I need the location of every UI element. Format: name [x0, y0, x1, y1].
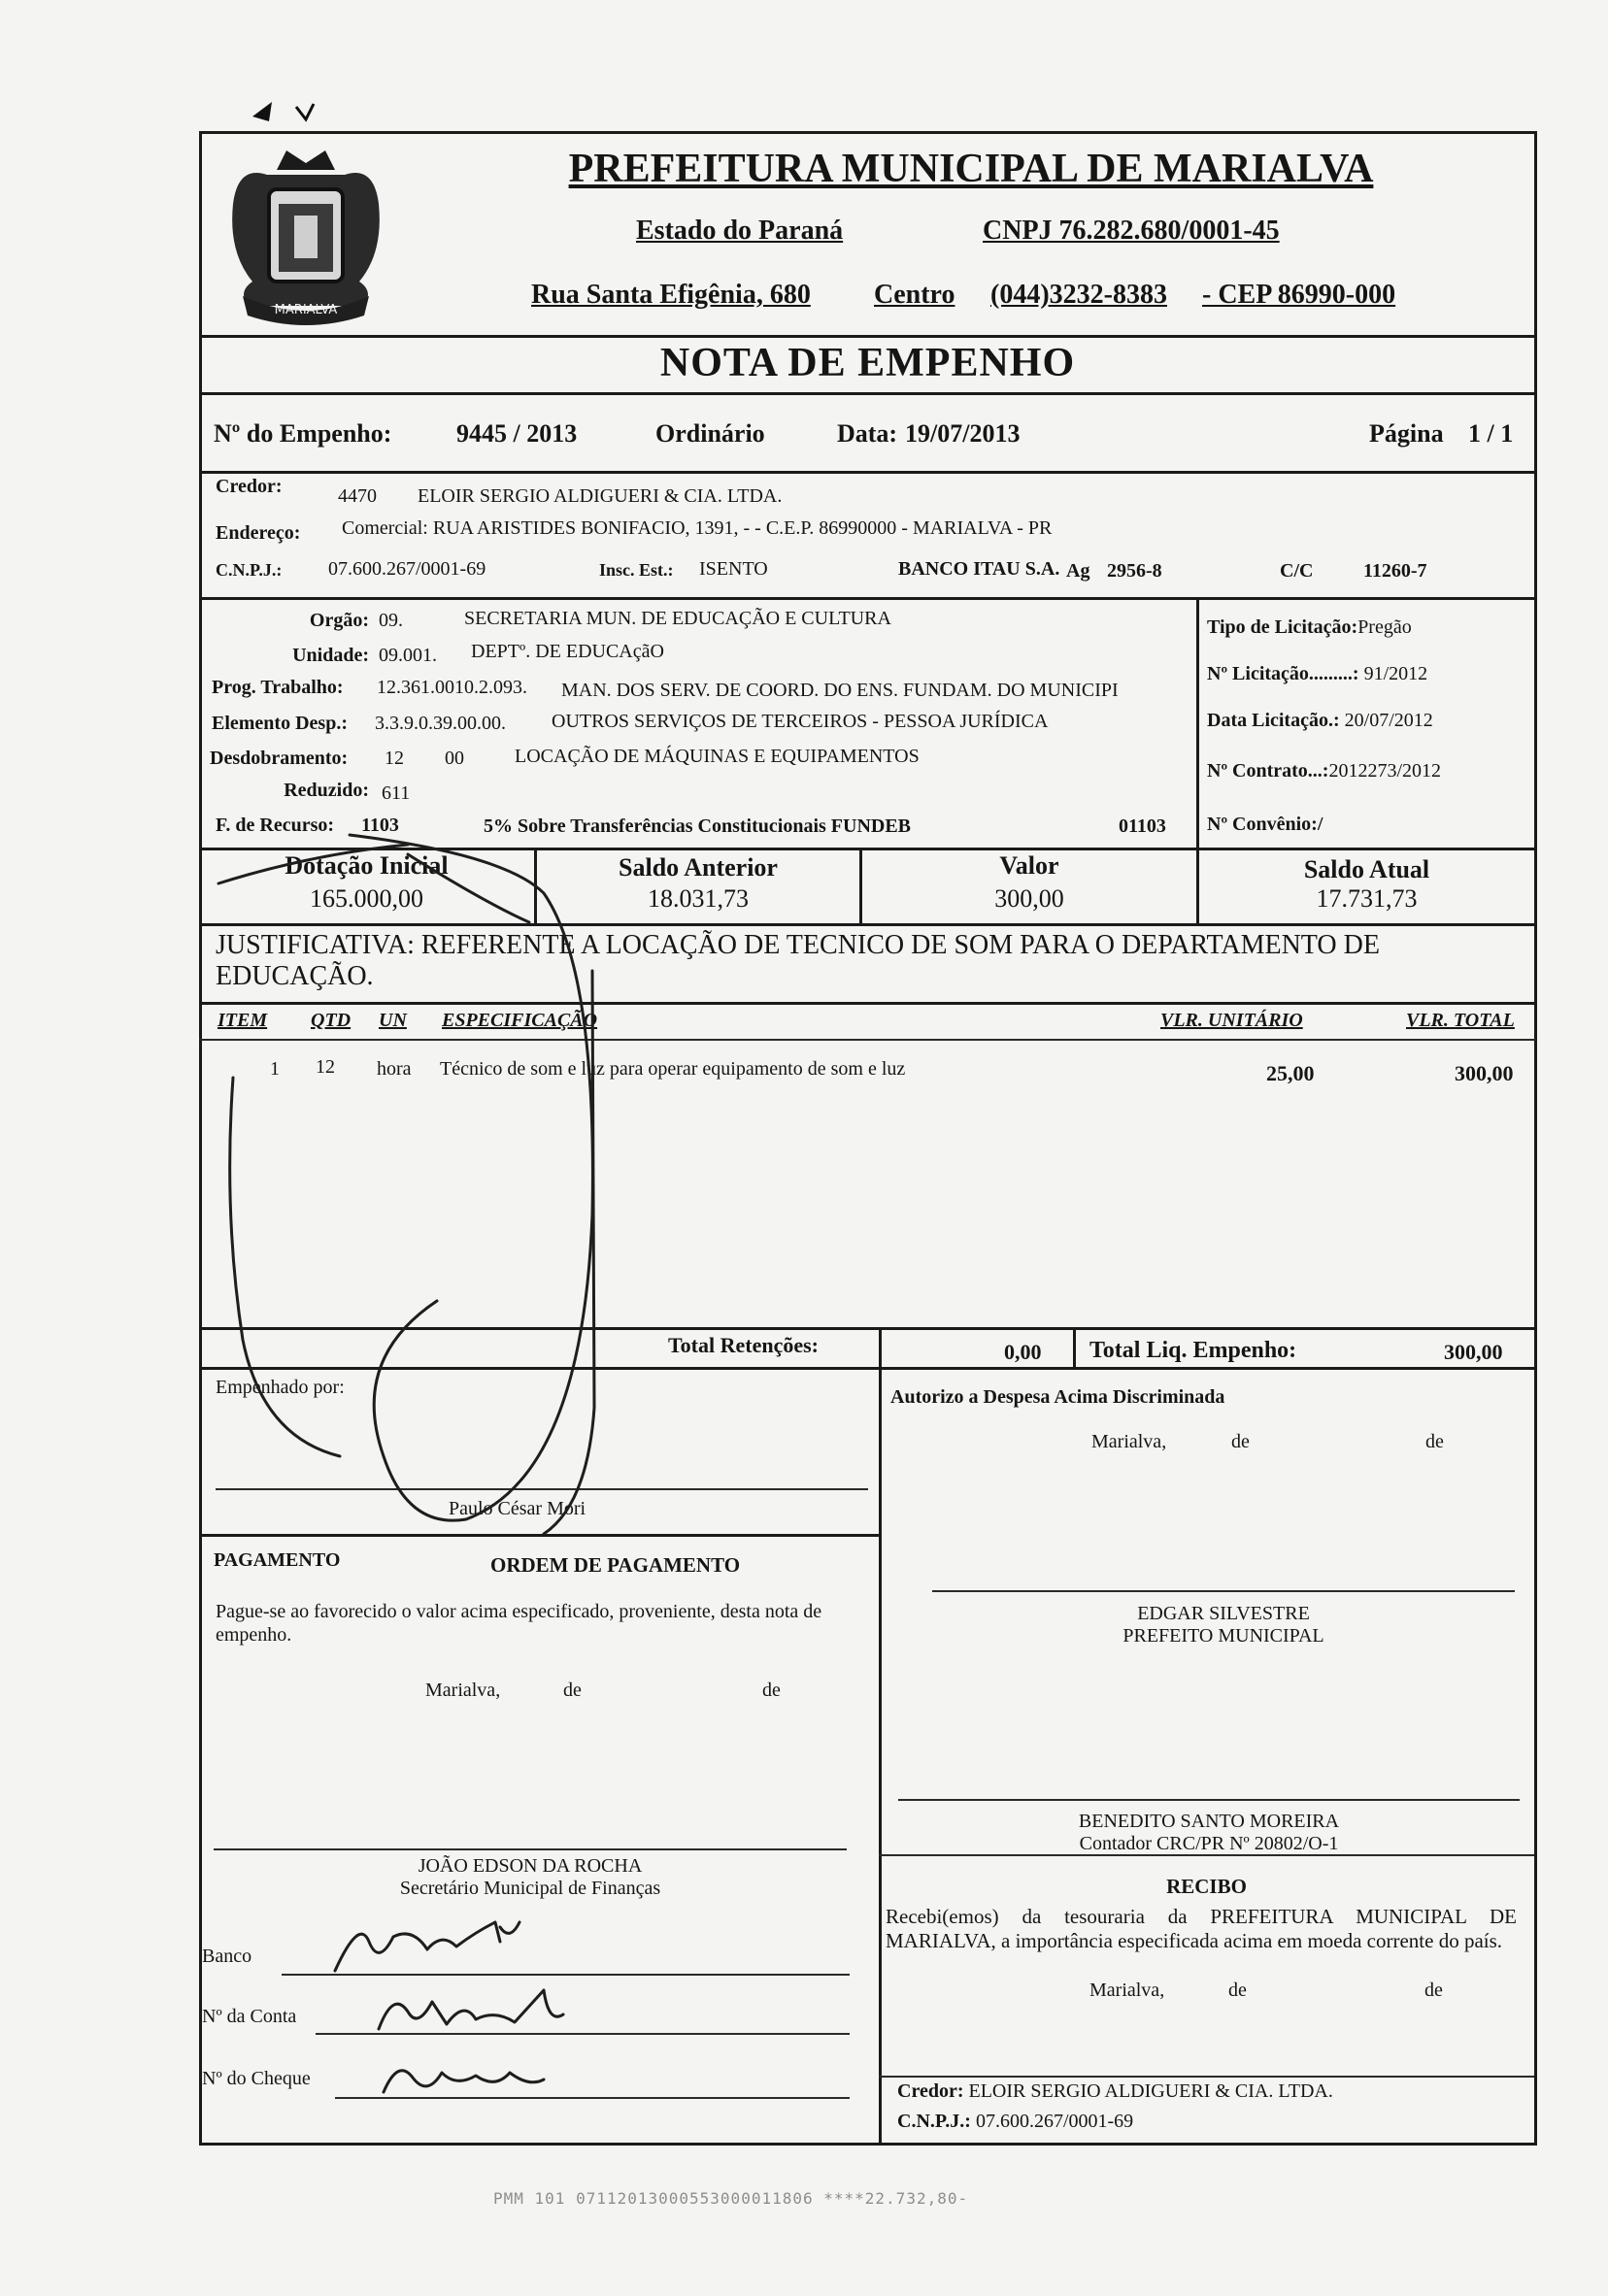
col-header-un: UN — [379, 1010, 407, 1031]
conta-label: Nº da Conta — [202, 2006, 297, 2027]
credor-label: Credor: — [216, 476, 283, 497]
recurso-ref: 01103 — [1119, 815, 1166, 837]
tipo-licitacao: Tipo de Licitação:Pregão — [1207, 616, 1412, 638]
mayor-name: EDGAR SILVESTRE — [1137, 1603, 1310, 1624]
phone: (044)3232-8383 — [990, 280, 1167, 310]
pagamento-label: PAGAMENTO — [214, 1549, 341, 1571]
prog-trabalho-code: 12.361.0010.2.093. — [377, 677, 527, 698]
orgao-label: Orgão: — [309, 610, 369, 631]
mayor-title: PREFEITO MUNICIPAL — [1122, 1625, 1324, 1647]
recibo-title: RECIBO — [1166, 1875, 1247, 1898]
desdobramento-code: 12 — [385, 748, 404, 769]
footer-scan-code: PMM 101 07112013000553000011806 ****22.732,80- — [493, 2189, 969, 2208]
reduzido-label: Reduzido: — [284, 780, 369, 801]
valor-label: Valor — [999, 851, 1059, 880]
row-item: 1 — [270, 1058, 280, 1080]
prog-trabalho-name: MAN. DOS SERV. DE COORD. DO ENS. FUNDAM. DO MUNICIPI — [561, 680, 1119, 701]
col-header-total: VLR. TOTAL — [1406, 1010, 1515, 1031]
recurso-name: 5% Sobre Transferências Constitucionais FUNDEB — [484, 815, 912, 837]
credor-code: 4470 — [338, 485, 377, 507]
recibo-place: Marialva, — [1089, 1980, 1165, 2001]
district: Centro — [874, 280, 955, 310]
row-qtd: 12 — [316, 1056, 335, 1078]
recurso-code: 1103 — [361, 815, 399, 836]
recibo-text: Recebi(emos) da tesouraria da PREFEITURA MUNICIPAL DE MARIALVA, a importância especificada acima em moeda corrente do país. — [886, 1905, 1517, 1952]
insc-est-label: Insc. Est.: — [599, 560, 674, 580]
accountant-name: BENEDITO SANTO MOREIRA — [1078, 1811, 1340, 1832]
credor-name: ELOIR SERGIO ALDIGUERI & CIA. LTDA. — [418, 485, 783, 507]
recibo-de2: de — [1424, 1980, 1443, 2001]
unidade-name: DEPTº. DE EDUCAçãO — [471, 641, 664, 662]
cc-number: 11260-7 — [1363, 560, 1427, 582]
justificativa-line1: JUSTIFICATIVA: REFERENTE A LOCAÇÃO DE TECNICO DE SOM PARA O DEPARTAMENTO DE — [216, 930, 1380, 960]
row-unit-price: 25,00 — [1266, 1061, 1315, 1085]
credor-address: Comercial: RUA ARISTIDES BONIFACIO, 1391, - - C.E.P. 86990000 - MARIALVA - PR — [342, 517, 1053, 539]
autorizo-de2: de — [1425, 1431, 1444, 1452]
ordem-pagamento-label: ORDEM DE PAGAMENTO — [490, 1553, 741, 1577]
empenho-number: 9445 / 2013 — [456, 419, 578, 448]
municipality-title: PREFEITURA MUNICIPAL DE MARIALVA — [568, 147, 1374, 191]
autorizo-de1: de — [1231, 1431, 1250, 1452]
liquido-label: Total Liq. Empenho: — [1089, 1338, 1297, 1363]
cheque-label: Nº do Cheque — [202, 2068, 311, 2089]
page-number: 1 / 1 — [1468, 419, 1514, 448]
empenhado-por-label: Empenhado por: — [216, 1377, 345, 1398]
pagamento-de1: de — [563, 1680, 582, 1701]
agency-number: 2956-8 — [1107, 560, 1162, 582]
recibo-de1: de — [1228, 1980, 1247, 2001]
document-title: NOTA DE EMPENHO — [659, 341, 1076, 385]
autorizo-place: Marialva, — [1091, 1431, 1167, 1452]
unidade-label: Unidade: — [292, 645, 369, 666]
row-total: 300,00 — [1455, 1061, 1514, 1085]
banco-label: Banco — [202, 1946, 252, 1967]
col-header-qtd: QTD — [311, 1010, 352, 1031]
unidade-code: 09.001. — [379, 645, 437, 666]
secretary-name: JOÃO EDSON DA ROCHA — [418, 1855, 643, 1877]
desdobramento-label: Desdobramento: — [210, 748, 349, 769]
prog-trabalho-label: Prog. Trabalho: — [212, 677, 344, 698]
autorizo-label: Autorizo a Despesa Acima Discriminada — [890, 1386, 1225, 1408]
page-label: Página — [1369, 419, 1444, 448]
svg-text:MARIALVA: MARIALVA — [274, 303, 338, 317]
pagamento-de2: de — [762, 1680, 781, 1701]
valor-value: 300,00 — [994, 884, 1064, 913]
elemento-label: Elemento Desp.: — [212, 713, 348, 734]
recibo-cnpj: C.N.P.J.: 07.600.267/0001-69 — [897, 2111, 1134, 2132]
justificativa-line2: EDUCAÇÃO. — [216, 961, 374, 991]
pagamento-place: Marialva, — [425, 1680, 501, 1701]
saldo-atual-label: Saldo Atual — [1303, 855, 1430, 883]
desdobramento-sub: 00 — [445, 748, 464, 769]
dotacao-value: 165.000,00 — [310, 884, 423, 913]
row-spec: Técnico de som e luz para operar equipamento de som e luz — [440, 1058, 906, 1080]
credor-cnpj: 07.600.267/0001-69 — [328, 558, 486, 580]
reduzido-value: 611 — [382, 782, 411, 804]
credor-cnpj-label: C.N.P.J.: — [216, 560, 283, 580]
data-licitacao: Data Licitação.: 20/07/2012 — [1207, 710, 1433, 731]
row-un: hora — [377, 1058, 412, 1080]
cep: - CEP 86990-000 — [1202, 280, 1396, 310]
recibo-credor: Credor: ELOIR SERGIO ALDIGUERI & CIA. LTDA. — [897, 2080, 1333, 2102]
retencoes-label: Total Retenções: — [668, 1333, 819, 1357]
elemento-code: 3.3.9.0.39.00.00. — [375, 713, 506, 734]
numero-licitacao: Nº Licitação.........: 91/2012 — [1207, 663, 1428, 684]
cc-label: C/C — [1280, 560, 1314, 582]
pagamento-text: Pague-se ao favorecido o valor acima especificado, proveniente, desta nota de empenho. — [216, 1601, 822, 1646]
col-header-unit-price: VLR. UNITÁRIO — [1160, 1010, 1303, 1031]
empenho-type: Ordinário — [655, 419, 765, 448]
saldo-anterior-value: 18.031,73 — [648, 884, 749, 913]
orgao-name: SECRETARIA MUN. DE EDUCAÇÃO E CULTURA — [464, 608, 891, 629]
accountant-title: Contador CRC/PR Nº 20802/O-1 — [1079, 1833, 1339, 1854]
dotacao-label: Dotação Inicial — [285, 851, 449, 880]
col-header-spec: ESPECIFICAÇÃO — [442, 1010, 598, 1031]
liquido-value: 300,00 — [1444, 1340, 1503, 1364]
empenho-date-label: Data: — [837, 419, 898, 448]
empenho-date: 19/07/2013 — [905, 419, 1021, 448]
recurso-label: F. de Recurso: — [216, 815, 335, 836]
bank-name: BANCO ITAU S.A. — [898, 558, 1060, 580]
numero-convenio: Nº Convênio:/ — [1207, 814, 1323, 835]
cnpj-label: CNPJ 76.282.680/0001-45 — [983, 216, 1280, 246]
orgao-code: 09. — [379, 610, 403, 631]
secretary-title: Secretário Municipal de Finanças — [399, 1878, 661, 1899]
desdobramento-name: LOCAÇÃO DE MÁQUINAS E EQUIPAMENTOS — [515, 746, 920, 767]
numero-contrato: Nº Contrato...:2012273/2012 — [1207, 760, 1442, 782]
retencoes-value: 0,00 — [1004, 1340, 1042, 1364]
street-address: Rua Santa Efigênia, 680 — [531, 280, 811, 310]
insc-est-value: ISENTO — [699, 558, 768, 580]
saldo-atual-value: 17.731,73 — [1316, 884, 1418, 913]
empenho-number-label: Nº do Empenho: — [214, 419, 392, 448]
col-header-item: ITEM — [218, 1010, 268, 1031]
saldo-anterior-label: Saldo Anterior — [619, 853, 778, 882]
elemento-name: OUTROS SERVIÇOS DE TERCEIROS - PESSOA JURÍDICA — [552, 711, 1049, 732]
agency-label: Ag — [1066, 560, 1090, 582]
address-label: Endereço: — [216, 522, 301, 544]
empenhado-por-signer: Paulo César Mori — [449, 1498, 586, 1519]
state-label: Estado do Paraná — [636, 216, 844, 246]
